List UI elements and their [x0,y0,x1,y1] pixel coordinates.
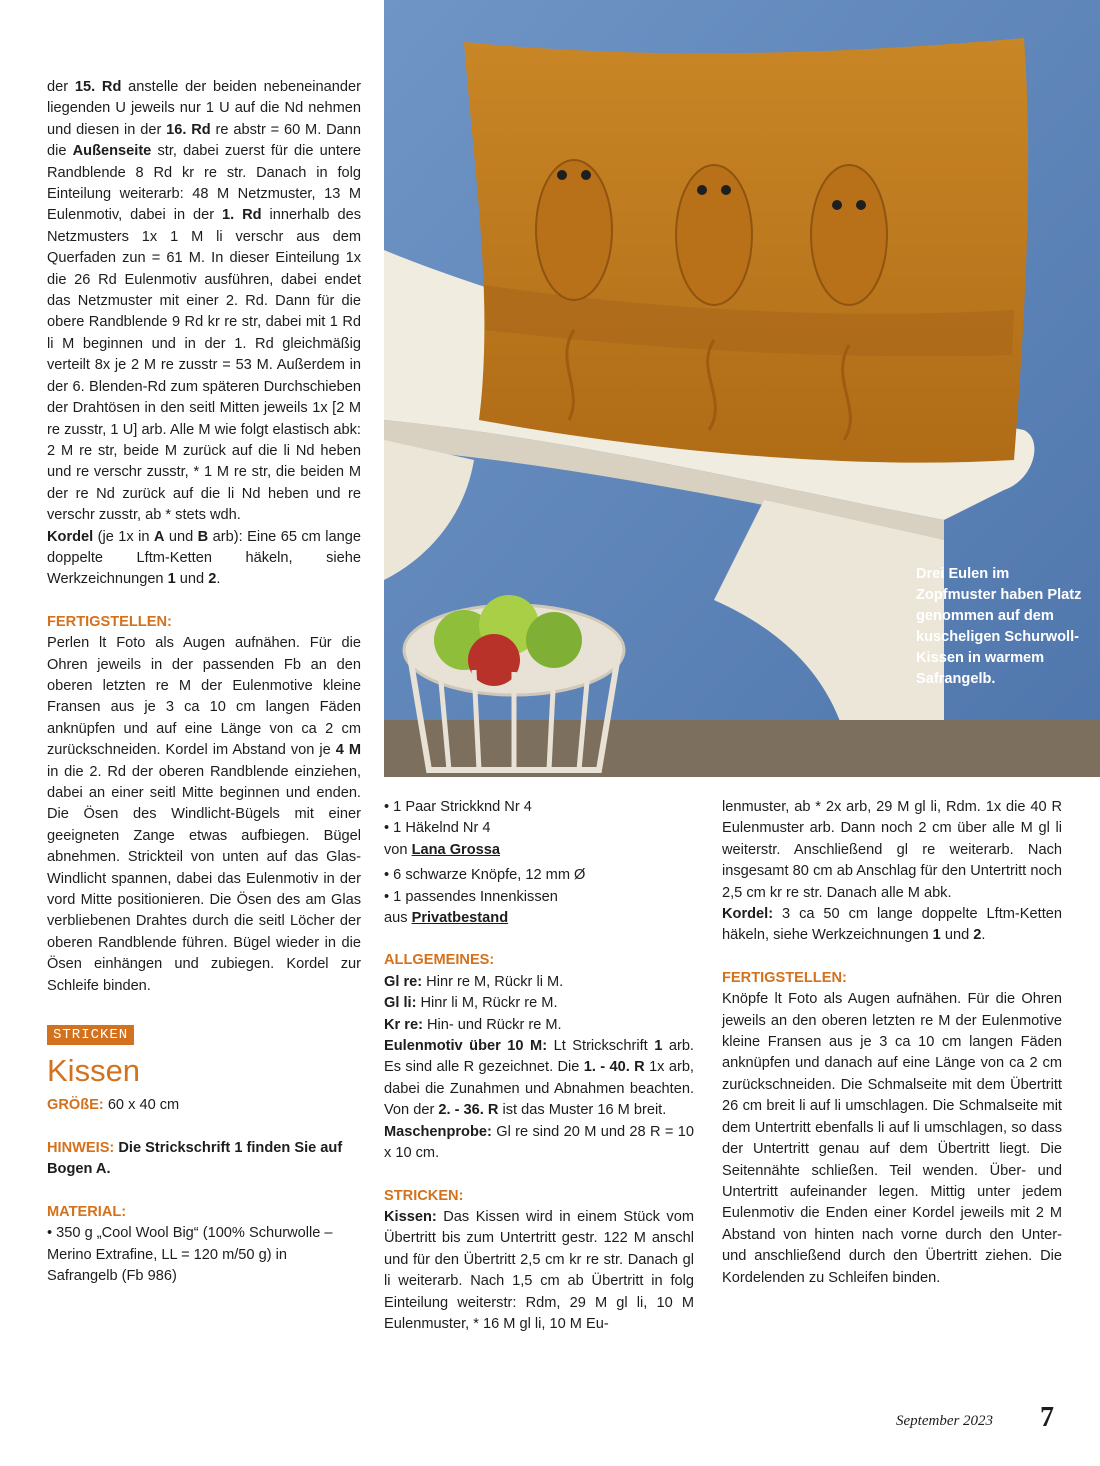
issue-date: September 2023 [896,1413,994,1429]
fertigstellen-paragraph: Knöpfe lt Foto als Augen aufnähen. Für die Ohren jeweils an den oberen letzten re M der Eulenmotive kleine Fransen aus je 3 ca 10 cm langen Fäden anknüpfen und danach auf eine Länge von ca 2 cm zurückschneiden. Die Schmalseite mit dem Übertritt 26 cm breit li auf li umschlagen. Die Schmalseite mit dem Untertritt ebenfalls li auf li umschlagen, so dass der Untertritt genau auf dem Übertritt liegt. Die Seitennähte schließen. Teil wenden. Über- und Untertritt aufeinander legen. Mittig unter jedem Eulenmotiv die Enden einer Kordel jeweils mit 2 M Abstand von hinten nach vorne durch den Unter- und anschließend durch den Übertritt ziehen. Die Kordelenden zu Schleifen binden. [722,991,1062,1286]
material-source: von Lana Grossa [384,841,501,858]
material-item: • 1 Paar Strickknd Nr 4 [384,799,532,815]
instructions-paragraph: lenmuster, ab * 2x arb, 29 M gl li, Rdm. 1x die 40 R Eulenmuster arb. Dann noch 2 cm über alle M gl li weiterstr. Anschließend gl re weiterarb. Nach insgesamt 80 cm ab Anschlag für den Untertritt noch 2,5 cm kr re str. Danach alle M abk. [722,799,1062,901]
def-gl-li: Gl li: Hinr li M, Rückr re M. [384,995,558,1012]
page-number: 7 [1040,1402,1054,1433]
kordel-paragraph: Kordel (je 1x in A und B arb): Eine 65 cm lange doppelte Lftm-Ketten häkeln, siehe Werkzeichnungen 1 und 2. [47,528,361,588]
def-gl-re: Gl re: Hinr re M, Rückr li M. [384,973,564,990]
material-source: aus Privatbestand [384,910,509,927]
def-kr-re: Kr re: Hin- und Rückr re M. [384,1016,562,1033]
material-item: • 1 Häkelnd Nr 4 [384,820,491,837]
material-item: • 350 g „Cool Wool Big“ (100% Schurwolle – Merino Extrafine, LL = 120 m/50 g) in Safrangelb (Fb 986) [47,1225,333,1284]
fertigstellen-paragraph: Perlen lt Foto als Augen aufnähen. Für die Ohren jeweils in der passenden Fb an den oberen letzten re M der Eulenmotive kleine Fransen aus je 3 ca 10 cm langen Fäden anknüpfen und auf eine Länge von ca 2 cm zurückschneiden. Kordel im Abstand von je 4 M in die 2. Rd der oberen Randblende einziehen, dabei an einer seitl Mitte beginnen und enden. Die Ösen des Windlicht-Bügels mit einer geeigneten Zange etwas aufbiegen. Bügel abnehmen. Strickteil von unten auf das Glas-Windlicht spannen, dabei das Eulenmotiv in der vord Mitte positionieren. Die Ösen des am Glas verbliebenen Drahtes durch die seitl Löcher der oberen Randblende führen. Bügel wieder in die Ösen einhängen und zubiegen. Kordel zur Schleife binden. [47,635,361,994]
hint-line: HINWEIS: Die Strickschrift 1 finden Sie auf Bogen A. [47,1139,343,1178]
column-left [47,77,361,1287]
section-title: Kissen [47,1053,141,1089]
size-line: GRÖßE: 60 x 40 cm [47,1097,180,1114]
material-heading: MATERIAL: [47,1203,127,1220]
photo-caption: Drei Eulen im Zopfmuster haben Platz genommen auf dem kuscheligen Schurwoll-Kissen in warmem Safrangelb. [916,566,1082,687]
kordel-paragraph: Kordel: 3 ca 50 cm lange doppelte Lftm-Ketten häkeln, siehe Werkzeichnungen 1 und 2. [722,906,1062,944]
fertigstellen-heading: FERTIGSTELLEN: [722,969,847,986]
allgemeines-heading: ALLGEMEINES: [384,952,495,969]
material-item: • 1 passendes Innenkissen [384,888,558,905]
instructions-paragraph: der 15. Rd anstelle der beiden nebeneinander liegenden U jeweils nur 1 U auf die Nd nehmen und diesen in der 16. Rd re abstr = 60 M. Dann die Außenseite str, dabei zuerst für die untere Randblende 8 Rd kr re str. Danach in folg Einteilung weiterarb: 48 M Netzmuster, 13 M Eulenmotiv, dabei in der 1. Rd innerhalb des Netzmusters 1x 1 M li verschr aus dem Querfaden zun = 61 M. In dieser Einteilung 1x die 26 Rd Eulenmotiv ausführen, dabei endet das Netzmuster mit einer 2. Rd. Dann für die obere Randblende 9 Rd kr re str, dabei mit 1 Rd li M beginnen und in der 1. Rd gleichmäßig verteilt 8x je 2 M re zusstr = 53 M. Außerdem in der 6. Blenden-Rd zum späteren Durchschieben der Drahtösen in den seitl Mitten jeweils 1x [2 M re zusstr, 1 U] arb. Alle M wie folgt elastisch abk: 2 M re str, beide M zurück auf die li Nd heben und re verschr zusstr, * 1 M re str, die beiden M der re Nd zurück auf die li Nd heben und re verschr zusstr, ab * stets wdh. [47,79,362,524]
fertigstellen-heading: FERTIGSTELLEN: [47,613,172,630]
def-eulenmotiv: Eulenmotiv über 10 M: Lt Strickschrift 1 arb. Es sind alle R gezeichnet. Die 1. - 40. R 1x arb, dabei die Zunahmen und Abnahmen beachten. Von der 2. - 36. R ist das Muster 16 M breit. [384,1038,694,1119]
column-middle [384,797,694,1335]
kissen-paragraph: Kissen: Das Kissen wird in einem Stück vom Übertritt bis zum Untertritt gestr. 122 M anschl und für den Übertritt 2,5 cm kr re str. Danach gl li weiterarb. Nach 1,5 cm ab Übertritt in folg Einteilung weiterstr: Rdm, 29 M gl li, 10 M Eulenmuster, * 16 M gl li, 10 M Eu- [384,1208,694,1332]
column-right [722,797,1062,1289]
material-item: • 6 schwarze Knöpfe, 12 mm Ø [384,867,586,884]
stricken-heading: STRICKEN: [384,1187,464,1204]
section-tag: STRICKEN [47,1025,134,1045]
def-maschenprobe: Maschenprobe: Gl re sind 20 M und 28 R = 10 x 10 cm. [384,1123,694,1162]
